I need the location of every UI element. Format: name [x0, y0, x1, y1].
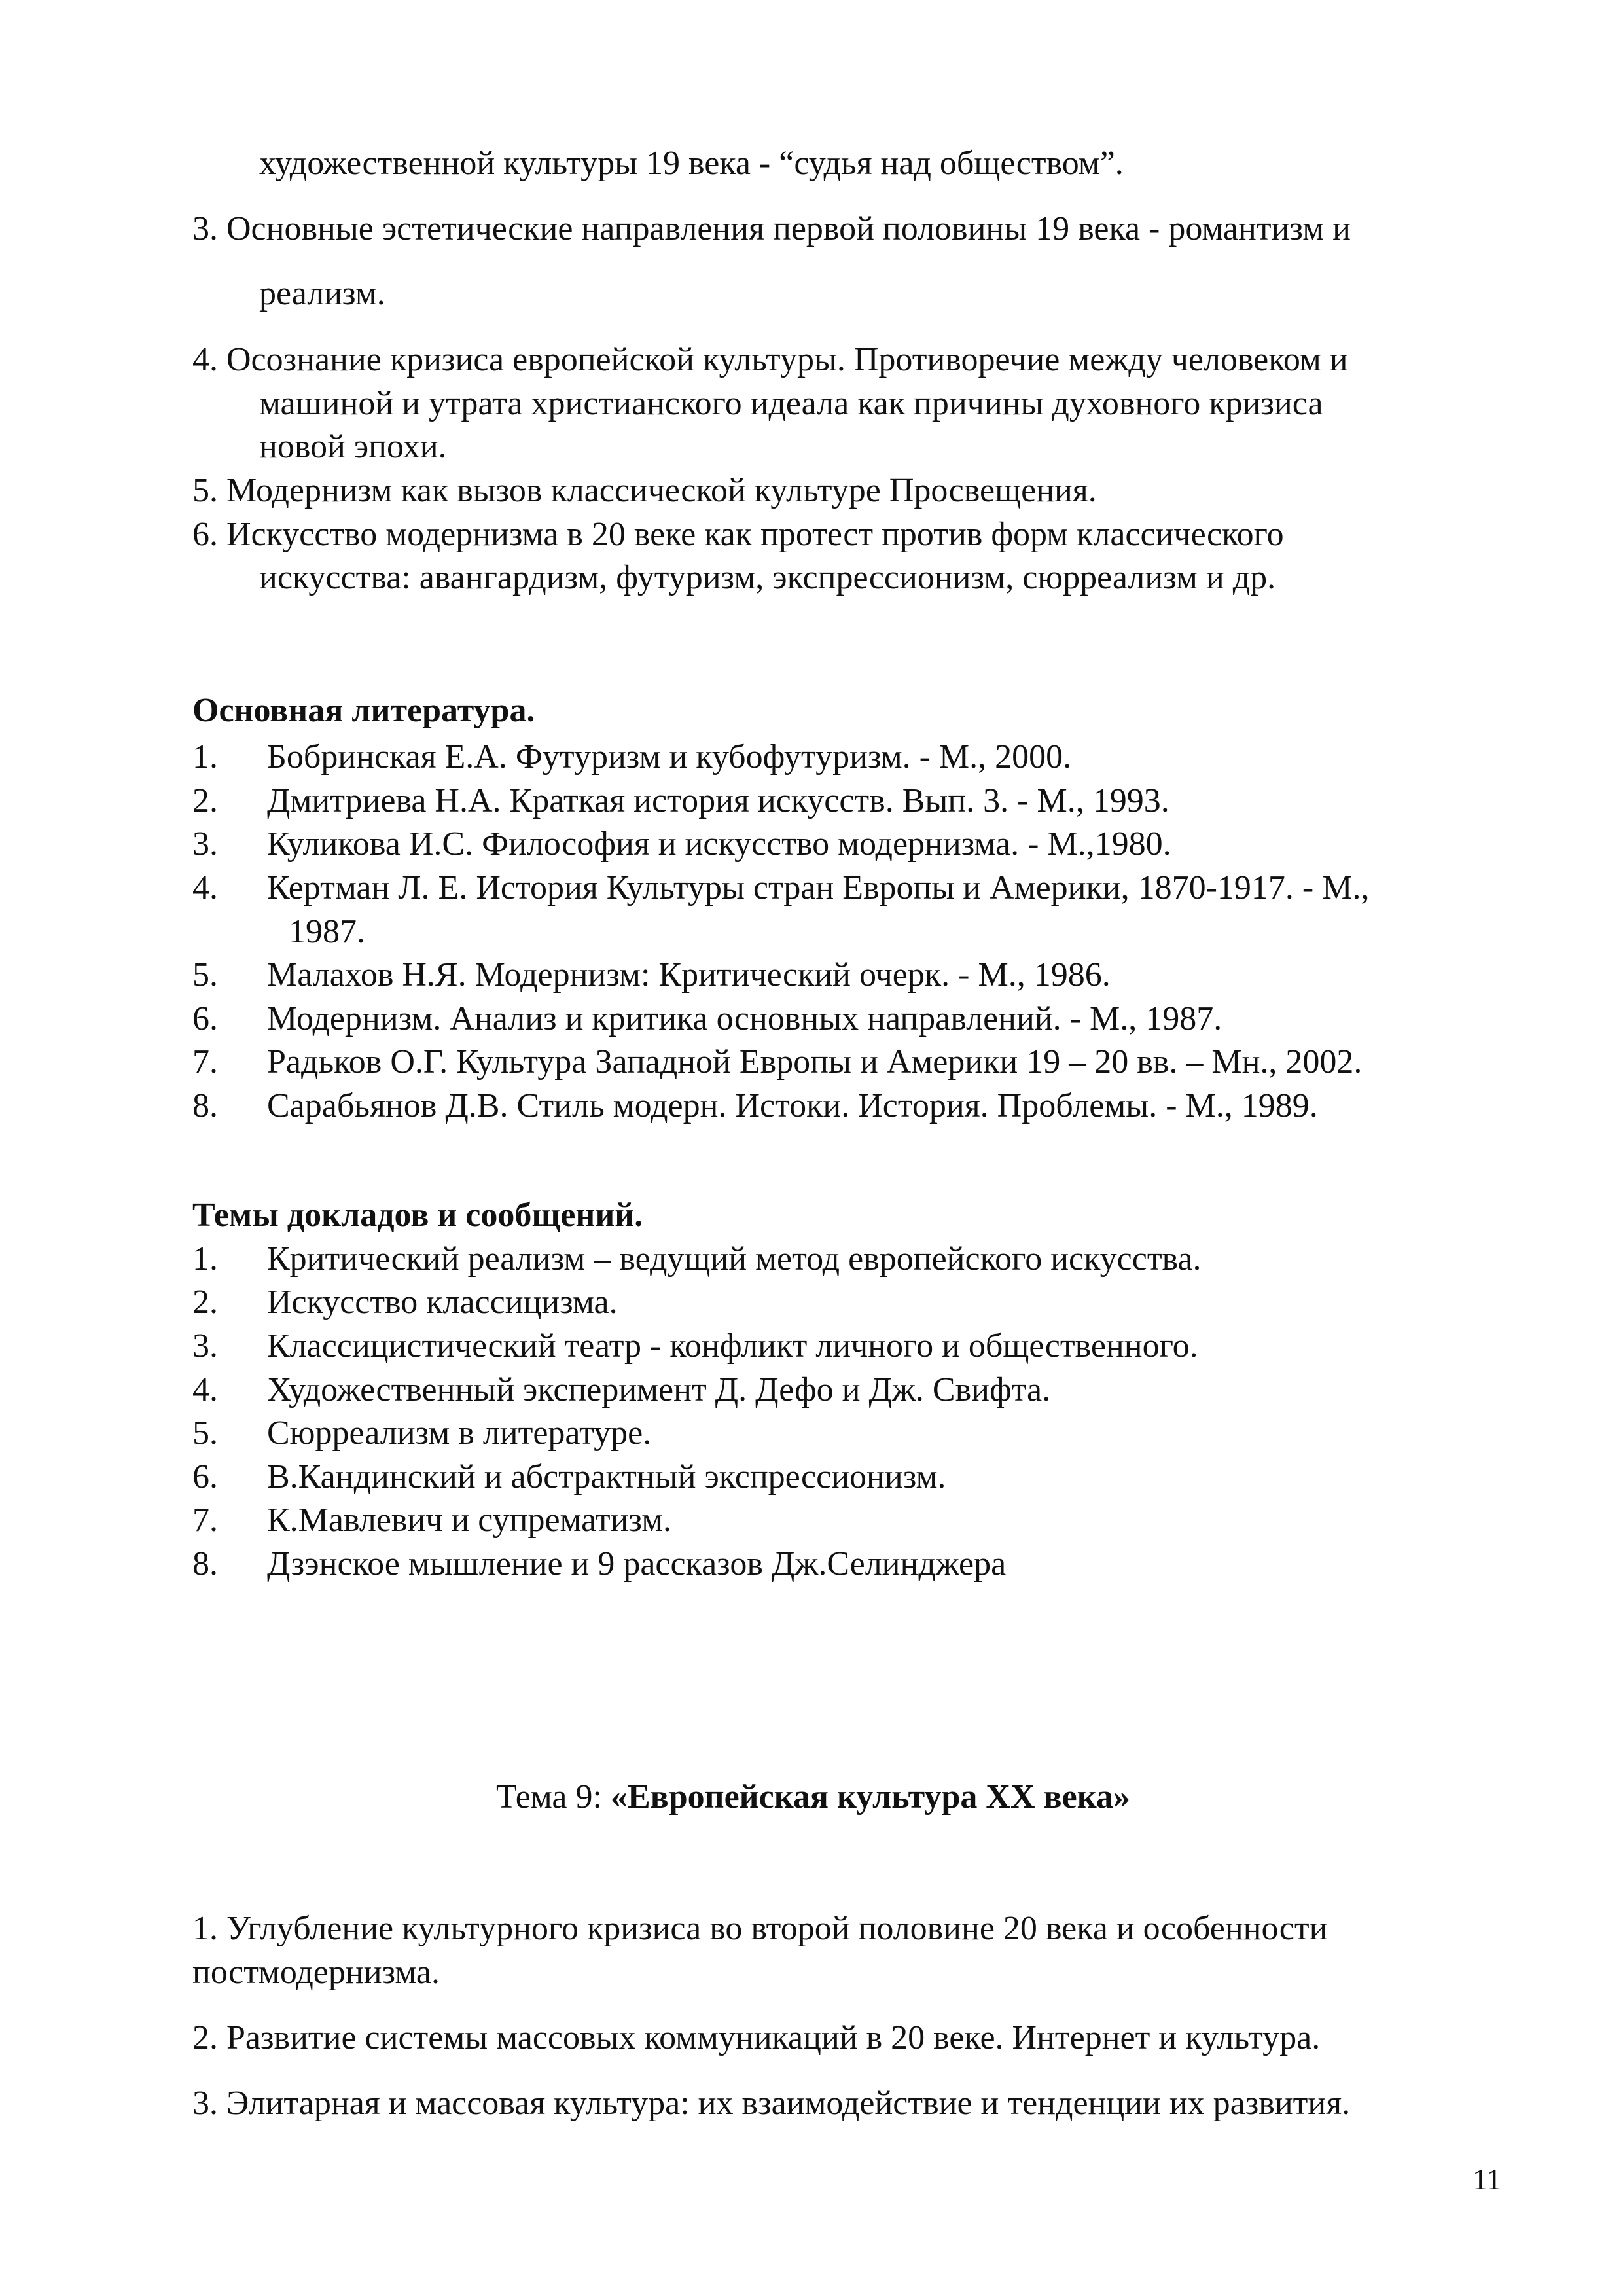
literature-item: Куликова И.С. Философия и искусство модернизма. - М.,1980. — [267, 825, 1171, 863]
report-item: Сюрреализм в литературе. — [267, 1414, 652, 1452]
literature-item-continuation: 1987. — [289, 913, 365, 950]
literature-item: Сарабьянов Д.В. Стиль модерн. Истоки. История. Проблемы. - М., 1989. — [267, 1087, 1318, 1124]
page-number: 11 — [1472, 2162, 1502, 2196]
report-item: Критический реализм – ведущий метод европейского искусства. — [267, 1240, 1202, 1278]
topic-item-3-line1: 3. Основные эстетические направления первой половины 19 века - романтизм и — [192, 210, 1351, 247]
report-item-number: 4. — [192, 1371, 218, 1408]
report-item-number: 3. — [192, 1327, 218, 1365]
literature-item-number: 7. — [192, 1043, 218, 1081]
literature-item: Кертман Л. Е. История Культуры стран Европы и Америки, 1870-1917. - М., — [267, 869, 1370, 906]
literature-item-number: 4. — [192, 869, 218, 906]
topic-9-item-1-line2: постмодернизма. — [192, 1954, 440, 1991]
topic-item-6-line1: 6. Искусство модернизма в 20 веке как протест против форм классического — [192, 516, 1284, 553]
literature-item: Бобринская Е.А. Футуризм и кубофутуризм. - М., 2000. — [267, 738, 1072, 776]
literature-item-number: 8. — [192, 1087, 218, 1124]
continuation-text: художественной культуры 19 века - “судья над обществом”. — [259, 145, 1124, 182]
topic-9-item-3: 3. Элитарная и массовая культура: их взаимодействие и тенденции их развития. — [192, 2085, 1351, 2122]
literature-item: Модернизм. Анализ и критика основных направлений. - М., 1987. — [267, 1000, 1222, 1037]
report-item-number: 5. — [192, 1414, 218, 1452]
report-item-number: 2. — [192, 1283, 218, 1321]
literature-item-number: 3. — [192, 825, 218, 863]
literature-item-number: 5. — [192, 956, 218, 994]
topic-9-item-2: 2. Развитие системы массовых коммуникаций в 20 веке. Интернет и культура. — [192, 2019, 1321, 2056]
literature-item-number: 6. — [192, 1000, 218, 1037]
report-item: Дзэнское мышление и 9 рассказов Дж.Селинджера — [267, 1545, 1007, 1583]
report-item: Классицистический театр - конфликт личного и общественного. — [267, 1327, 1198, 1365]
report-item: В.Кандинский и абстрактный экспрессионизм. — [267, 1458, 946, 1496]
literature-item-number: 2. — [192, 782, 218, 819]
literature-item: Малахов Н.Я. Модернизм: Критический очерк. - М., 1986. — [267, 956, 1111, 994]
topic-9-name: «Европейская культура XX века» — [610, 1778, 1130, 1816]
report-item-number: 7. — [192, 1501, 218, 1539]
reports-heading: Темы докладов и сообщений. — [192, 1196, 643, 1234]
report-item-number: 6. — [192, 1458, 218, 1496]
topic-item-3-line2: реализм. — [259, 275, 385, 312]
report-item: Искусство классицизма. — [267, 1283, 618, 1321]
topic-item-4-line2: машиной и утрата христианского идеала как причины духовного кризиса — [259, 385, 1323, 422]
report-item: К.Мавлевич и супрематизм. — [267, 1501, 672, 1539]
topic-item-4-line3: новой эпохи. — [259, 428, 447, 465]
topic-9-title — [496, 1780, 1130, 1814]
literature-item: Радьков О.Г. Культура Западной Европы и Америки 19 – 20 вв. – Мн., 2002. — [267, 1043, 1363, 1081]
report-item: Художественный эксперимент Д. Дефо и Дж. Свифта. — [267, 1371, 1051, 1408]
report-item-number: 1. — [192, 1240, 218, 1278]
topic-item-5: 5. Модернизм как вызов классической культуре Просвещения. — [192, 472, 1097, 509]
topic-9-prefix: Тема 9: — [496, 1778, 611, 1816]
topic-item-6-line2: искусства: авангардизм, футуризм, экспрессионизм, сюрреализм и др. — [259, 559, 1276, 596]
literature-item-number: 1. — [192, 738, 218, 776]
literature-item: Дмитриева Н.А. Краткая история искусств. Вып. 3. - М., 1993. — [267, 782, 1169, 819]
report-item-number: 8. — [192, 1545, 218, 1583]
topic-item-4-line1: 4. Осознание кризиса европейской культуры. Противоречие между человеком и — [192, 341, 1348, 378]
literature-heading: Основная литература. — [192, 692, 535, 729]
topic-9-item-1-line1: 1. Углубление культурного кризиса во второй половине 20 века и особенности — [192, 1910, 1328, 1947]
